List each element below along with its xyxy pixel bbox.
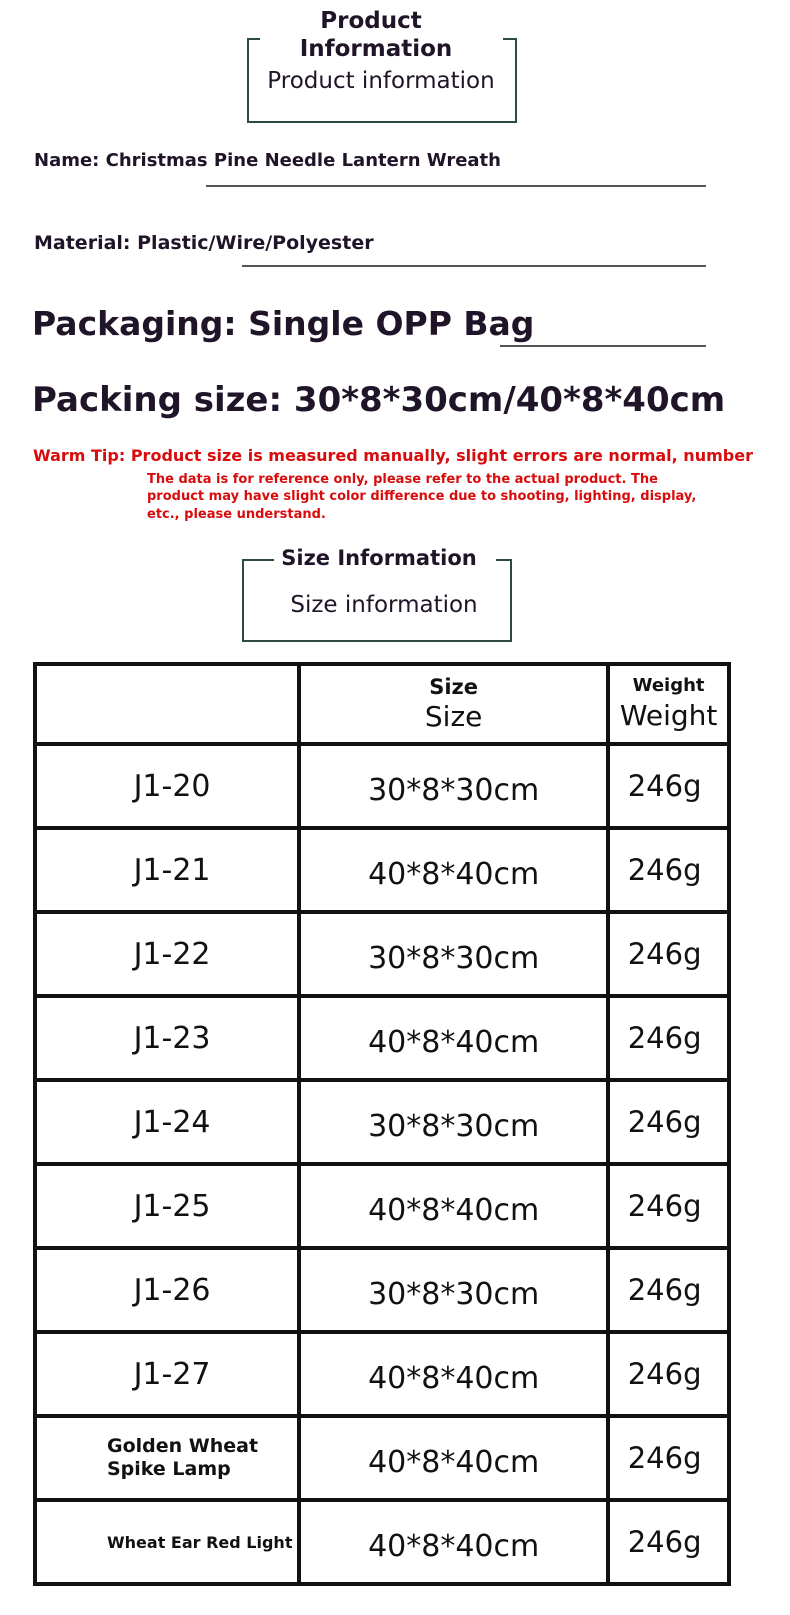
warm-tip-line2: The data is for reference only, please refer to the actual product. The — [147, 472, 658, 487]
row-size: 30*8*30cm — [299, 1080, 608, 1164]
row-weight: 246g — [608, 1080, 729, 1164]
row-size: 30*8*30cm — [299, 1248, 608, 1332]
header-weight-bottom: Weight — [619, 699, 718, 733]
product-material: Material: Plastic/Wire/Polyester — [34, 232, 374, 254]
table-row — [35, 1164, 729, 1248]
row-model: Wheat Ear Red Light — [35, 1500, 299, 1584]
product-packaging: Packaging: Single OPP Bag — [32, 304, 535, 343]
table-row — [35, 912, 729, 996]
product-info-title-line2: Information — [260, 36, 492, 62]
row-model: J1-20 — [35, 744, 299, 828]
header-model — [35, 664, 299, 744]
table-header-row — [35, 664, 729, 744]
table-row — [35, 1248, 729, 1332]
table-row — [35, 996, 729, 1080]
table-row — [35, 828, 729, 912]
row-weight: 246g — [608, 1416, 729, 1500]
row-model: J1-26 — [35, 1248, 299, 1332]
row-weight: 246g — [608, 1332, 729, 1416]
product-packing-size: Packing size: 30*8*30cm/40*8*40cm — [32, 380, 726, 420]
material-underline — [242, 265, 706, 267]
product-info-subtitle: Product information — [267, 68, 495, 94]
warm-tip-line3: product may have slight color difference due to shooting, lighting, display, — [147, 489, 697, 504]
packaging-underline — [500, 345, 706, 347]
warm-tip-line4: etc., please understand. — [147, 507, 326, 522]
row-size: 40*8*40cm — [299, 1416, 608, 1500]
row-weight: 246g — [608, 996, 729, 1080]
header-weight — [608, 664, 729, 744]
row-weight: 246g — [608, 912, 729, 996]
row-model-line1: Golden Wheat — [107, 1435, 259, 1457]
size-info-title: Size Information — [276, 546, 482, 570]
warm-tip-line1: Warm Tip: Product size is measured manually, slight errors are normal, number — [33, 446, 753, 465]
table-row — [35, 744, 729, 828]
header-size-bottom: Size — [424, 699, 483, 733]
row-weight: 246g — [608, 1164, 729, 1248]
size-table — [33, 662, 731, 1586]
row-model: J1-25 — [35, 1164, 299, 1248]
row-model — [35, 1416, 299, 1500]
name-underline — [206, 185, 706, 187]
size-info-subtitle: Size information — [290, 592, 478, 618]
row-weight: 246g — [608, 828, 729, 912]
table-row — [35, 1332, 729, 1416]
row-weight: 246g — [608, 1248, 729, 1332]
row-size: 40*8*40cm — [299, 828, 608, 912]
row-model: J1-22 — [35, 912, 299, 996]
product-info-title-line1: Product — [260, 8, 482, 34]
row-model: J1-23 — [35, 996, 299, 1080]
header-size — [299, 664, 608, 744]
row-model: J1-21 — [35, 828, 299, 912]
row-model: J1-27 — [35, 1332, 299, 1416]
header-weight-top: Weight — [632, 674, 705, 696]
row-model-line2: Spike Lamp — [107, 1458, 231, 1480]
row-size: 40*8*40cm — [299, 1332, 608, 1416]
row-weight: 246g — [608, 744, 729, 828]
row-model: J1-24 — [35, 1080, 299, 1164]
product-name: Name: Christmas Pine Needle Lantern Wreath — [34, 150, 501, 171]
row-size: 40*8*40cm — [299, 1500, 608, 1584]
row-size: 30*8*30cm — [299, 744, 608, 828]
table-row — [35, 1500, 729, 1584]
row-size: 40*8*40cm — [299, 996, 608, 1080]
table-row — [35, 1416, 729, 1500]
table-row — [35, 1080, 729, 1164]
header-size-top: Size — [429, 674, 479, 699]
row-weight: 246g — [608, 1500, 729, 1584]
row-size: 40*8*40cm — [299, 1164, 608, 1248]
row-size: 30*8*30cm — [299, 912, 608, 996]
